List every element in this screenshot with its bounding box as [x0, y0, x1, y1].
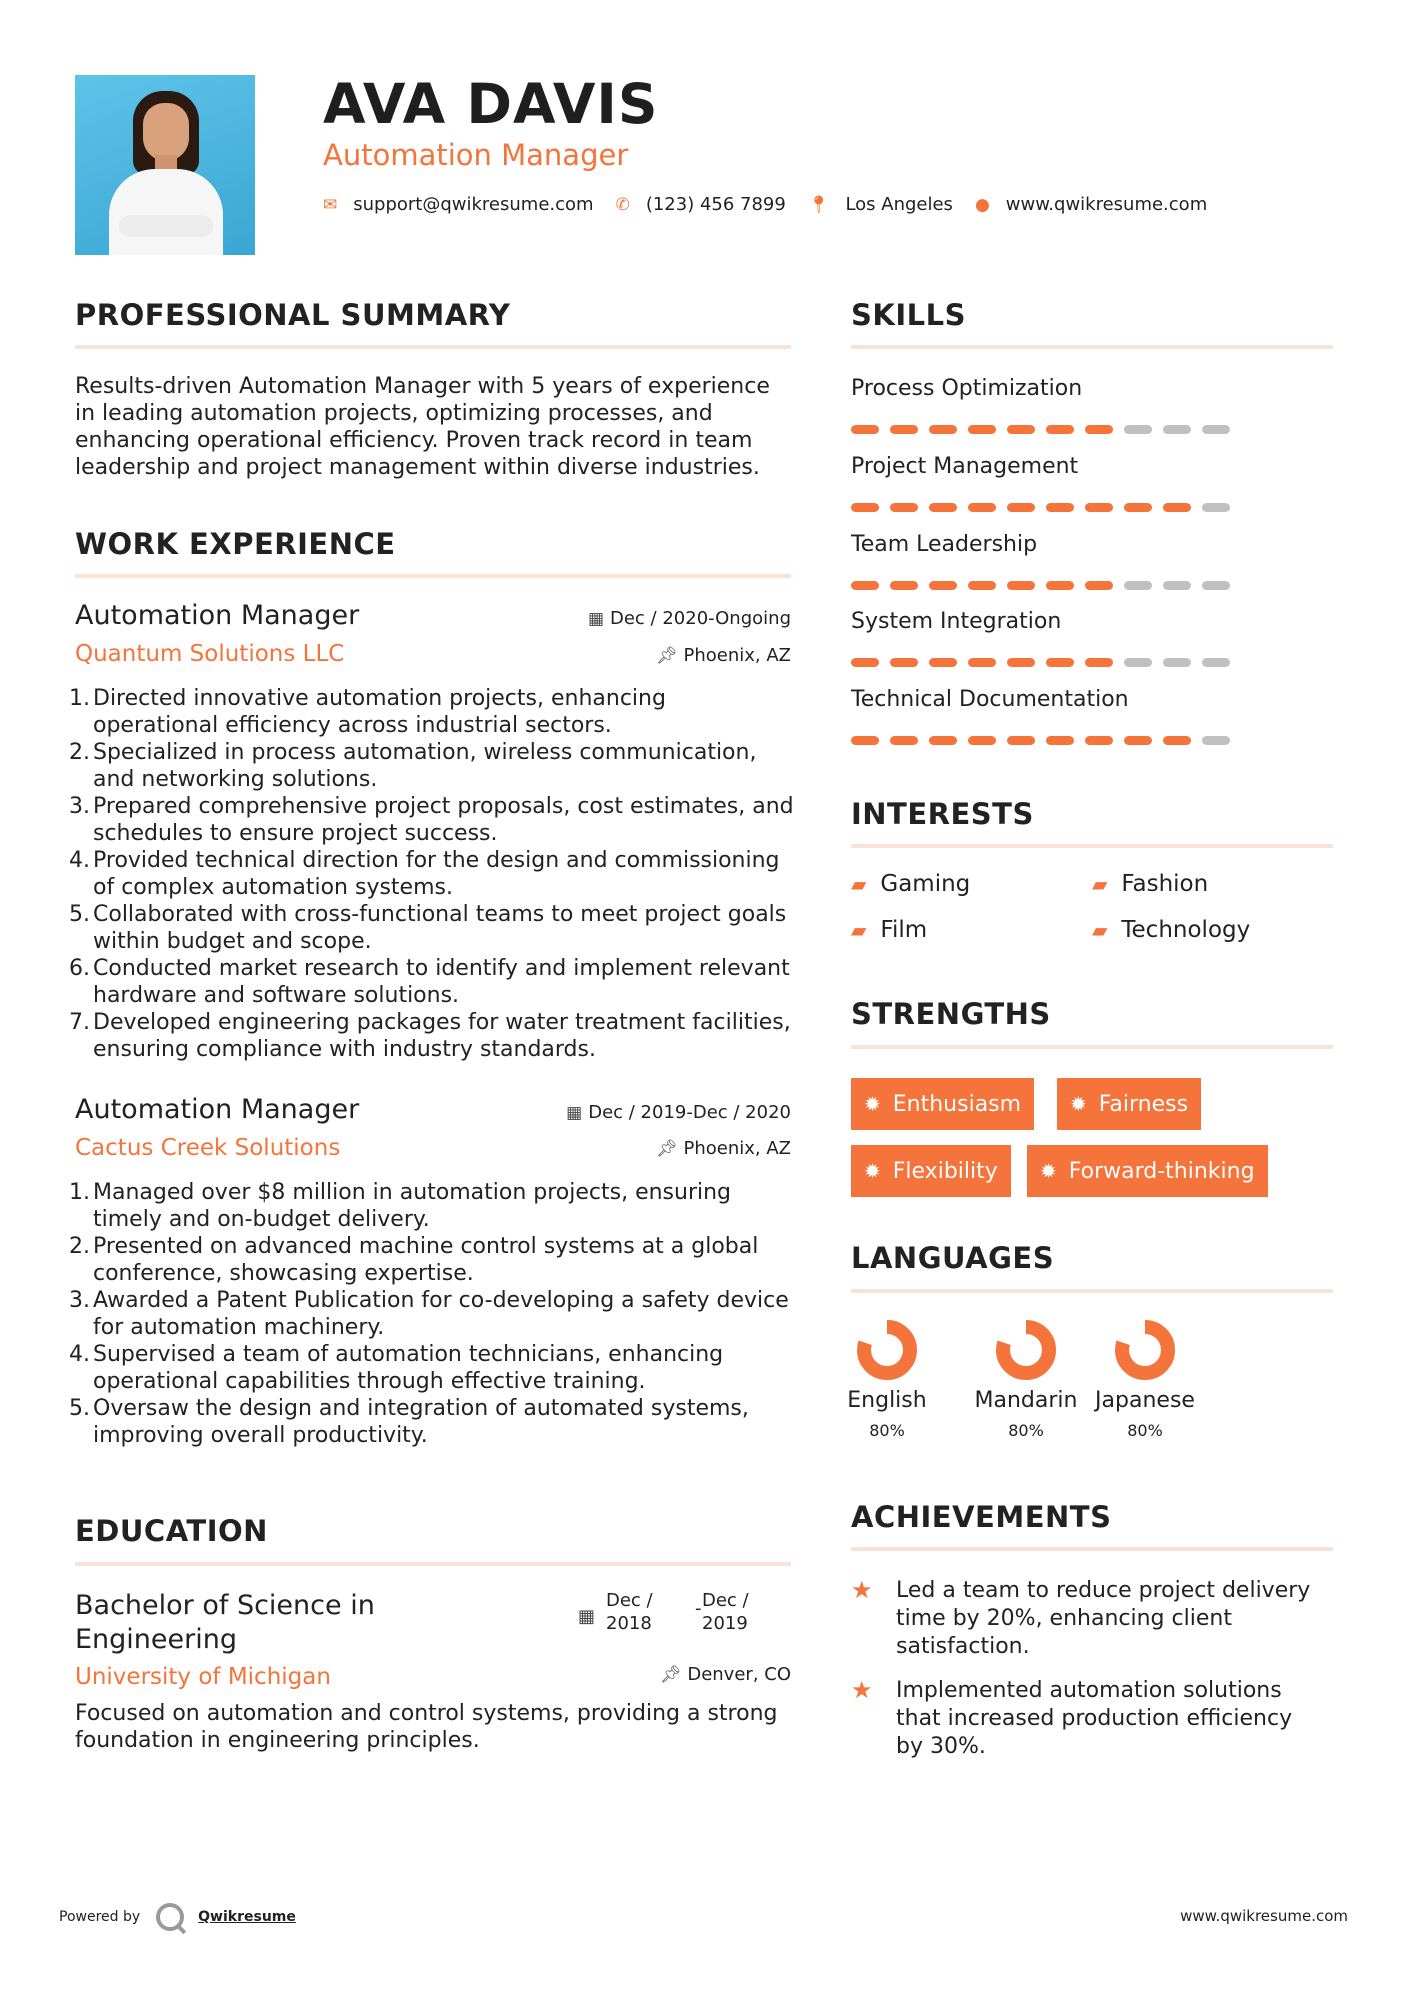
interests-heading: INTERESTS: [851, 797, 1034, 831]
skill-dot-filled: [1007, 581, 1035, 590]
interest-item: ▰ Fashion: [1092, 871, 1209, 897]
skill-dot-empty: [1163, 581, 1191, 590]
language-ring: [994, 1318, 1058, 1382]
skill-dot-filled: [1085, 581, 1113, 590]
skill-dot-filled: [1046, 581, 1074, 590]
language-name: Mandarin: [974, 1388, 1078, 1413]
skill-dot-filled: [929, 581, 957, 590]
skill-dot-filled: [968, 581, 996, 590]
experience-divider: [75, 574, 791, 578]
skill-dot-filled: [890, 581, 918, 590]
job-title: Automation Manager: [75, 600, 360, 631]
languages-divider: [851, 1289, 1333, 1293]
globe-icon: ●: [974, 194, 990, 215]
language-percent: 80%: [869, 1421, 905, 1440]
skill-dot-empty: [1163, 425, 1191, 434]
skill-name: Technical Documentation: [851, 687, 1129, 712]
summary-divider: [75, 345, 791, 349]
interests-divider: [851, 844, 1333, 848]
skill-dot-filled: [1046, 503, 1074, 512]
list-item: 5. Collaborated with cross-functional teams to meet project goals within budget and scope.: [69, 902, 787, 954]
book-icon: ▰: [851, 872, 867, 896]
star-icon: ✹: [864, 1092, 881, 1116]
list-item: 2. Presented on advanced machine control systems at a global conference, showcasing expertise.: [69, 1234, 759, 1286]
skill-name: Team Leadership: [851, 532, 1038, 557]
job-bullets: [69, 685, 795, 1063]
achievement-item: Led a team to reduce project delivery time by 20%, enhancing client satisfaction.: [896, 1578, 1311, 1659]
strength-tag: ✹ Flexibility: [851, 1145, 1011, 1197]
skill-dot-filled: [851, 658, 879, 667]
skill-rating: [851, 581, 1241, 590]
job-location: 📌︎ Phoenix, AZ: [655, 645, 791, 666]
strength-tag: ✹ Fairness: [1057, 1078, 1201, 1130]
interest-item: ▰ Technology: [1092, 917, 1251, 943]
star-icon: ✹: [1070, 1092, 1087, 1116]
skill-dot-filled: [851, 503, 879, 512]
skill-dot-filled: [1007, 736, 1035, 745]
skill-dot-filled: [890, 658, 918, 667]
skill-dot-filled: [1007, 658, 1035, 667]
skill-dot-filled: [929, 658, 957, 667]
list-item: 2. Specialized in process automation, wireless communication, and networking solutions.: [69, 740, 757, 792]
skill-dot-empty: [1202, 658, 1230, 667]
job-location: 📌︎ Phoenix, AZ: [655, 1138, 791, 1159]
pin-icon: 📌︎: [655, 1139, 678, 1159]
qwikresume-link[interactable]: Qwikresume: [198, 1909, 296, 1925]
degree-title: Bachelor of Science in Engineering: [75, 1590, 375, 1655]
skill-dot-empty: [1124, 658, 1152, 667]
experience-heading: WORK EXPERIENCE: [75, 527, 396, 561]
language-name: Japanese: [1095, 1388, 1195, 1413]
skill-dot-filled: [929, 736, 957, 745]
email-icon: ✉: [323, 194, 338, 215]
contact-location: Los Angeles: [845, 194, 953, 215]
strength-tag: ✹ Enthusiasm: [851, 1078, 1034, 1130]
skill-dot-filled: [1046, 658, 1074, 667]
skill-dot-filled: [890, 736, 918, 745]
footer-powered-by: [59, 1903, 296, 1931]
book-icon: ▰: [851, 918, 867, 942]
skill-dot-filled: [851, 736, 879, 745]
skill-dot-filled: [1085, 658, 1113, 667]
education-location: 📌︎ Denver, CO: [659, 1664, 791, 1685]
skill-dot-filled: [1163, 503, 1191, 512]
skill-rating: [851, 503, 1241, 512]
skill-rating: [851, 736, 1241, 745]
skill-dot-empty: [1202, 503, 1230, 512]
job-company: Cactus Creek Solutions: [75, 1135, 341, 1161]
education-description: Focused on automation and control systems, providing a strong foundation in engineering principles.: [75, 1701, 778, 1753]
list-item: 6. Conducted market research to identify and implement relevant hardware and software solutions.: [69, 956, 790, 1008]
skill-dot-filled: [1007, 425, 1035, 434]
skill-dot-filled: [1046, 736, 1074, 745]
contact-phone[interactable]: (123) 456 7899: [645, 194, 786, 215]
language-name: English: [847, 1388, 927, 1413]
language-item: [1090, 1318, 1200, 1440]
summary-heading: PROFESSIONAL SUMMARY: [75, 298, 511, 332]
qwikresume-logo-icon: [156, 1903, 184, 1931]
contact-bar: [323, 194, 1229, 215]
skill-dot-filled: [1085, 503, 1113, 512]
achievements-divider: [851, 1547, 1333, 1551]
achievements-heading: ACHIEVEMENTS: [851, 1500, 1112, 1534]
contact-email[interactable]: support@qwikresume.com: [353, 194, 594, 215]
calendar-icon: ▦: [578, 1606, 596, 1627]
powered-by-label: Powered by: [59, 1909, 141, 1925]
list-item: 3. Awarded a Patent Publication for co-developing a safety device for automation machinery.: [69, 1288, 789, 1340]
language-ring: [1113, 1318, 1177, 1382]
skill-dot-filled: [851, 581, 879, 590]
language-percent: 80%: [1008, 1421, 1044, 1440]
skill-name: System Integration: [851, 609, 1062, 634]
language-percent: 80%: [1127, 1421, 1163, 1440]
job-dates: ▦ Dec / 2019-Dec / 2020: [566, 1102, 791, 1123]
skill-dot-filled: [890, 503, 918, 512]
skill-dot-filled: [968, 503, 996, 512]
skill-dot-filled: [1124, 503, 1152, 512]
profile-photo: [75, 75, 255, 255]
summary-text: Results-driven Automation Manager with 5 years of experience in leading automation projects, optimizing processes, and enhancing operational efficiency. Proven track record in team leadership and project management within diverse industries.: [75, 374, 770, 480]
skill-name: Process Optimization: [851, 376, 1083, 401]
interest-item: ▰ Gaming: [851, 871, 971, 897]
book-icon: ▰: [1092, 918, 1108, 942]
skill-name: Project Management: [851, 454, 1079, 479]
skill-dot-empty: [1202, 425, 1230, 434]
skill-dot-filled: [929, 425, 957, 434]
job-dates: ▦ Dec / 2020-Ongoing: [587, 608, 791, 629]
strengths-heading: STRENGTHS: [851, 997, 1051, 1031]
skill-dot-filled: [929, 503, 957, 512]
calendar-icon: ▦: [587, 609, 604, 629]
list-item: 1. Directed innovative automation projects, enhancing operational efficiency across industrial sectors.: [69, 686, 666, 738]
footer-url[interactable]: www.qwikresume.com: [1180, 1907, 1348, 1925]
list-item: 3. Prepared comprehensive project proposals, cost estimates, and schedules to ensure project success.: [69, 794, 794, 846]
skill-dot-filled: [1163, 736, 1191, 745]
skill-rating: [851, 658, 1241, 667]
school-name: University of Michigan: [75, 1664, 331, 1690]
list-item: 5. Oversaw the design and integration of automated systems, improving overall productivity.: [69, 1396, 749, 1448]
skill-dot-empty: [1124, 425, 1152, 434]
skill-dot-empty: [1202, 736, 1230, 745]
achievement-item: Implemented automation solutions that increased production efficiency by 30%.: [896, 1678, 1293, 1759]
skill-dot-filled: [890, 425, 918, 434]
education-divider: [75, 1562, 791, 1566]
language-item: [832, 1318, 942, 1440]
list-item: 7. Developed engineering packages for water treatment facilities, ensuring compliance with industry standards.: [69, 1010, 791, 1062]
skill-dot-filled: [851, 425, 879, 434]
skill-dot-filled: [1085, 425, 1113, 434]
skill-dot-filled: [1085, 736, 1113, 745]
strength-tag: ✹ Forward-thinking: [1027, 1145, 1268, 1197]
skill-dot-empty: [1163, 658, 1191, 667]
skill-dot-empty: [1202, 581, 1230, 590]
strengths-divider: [851, 1045, 1333, 1049]
skills-divider: [851, 345, 1333, 349]
languages-heading: LANGUAGES: [851, 1241, 1055, 1275]
phone-icon: ✆: [615, 194, 630, 215]
candidate-name: AVA DAVIS: [323, 72, 659, 136]
interest-item: ▰ Film: [851, 917, 928, 943]
calendar-icon: ▦: [566, 1103, 583, 1123]
list-item: 4. Supervised a team of automation technicians, enhancing operational capabilities through effective training.: [69, 1342, 724, 1394]
skill-dot-filled: [1046, 425, 1074, 434]
pin-icon: 📌︎: [659, 1665, 682, 1685]
location-pin-icon: 📍︎: [807, 194, 830, 215]
list-item: 1. Managed over $8 million in automation projects, ensuring timely and on-budget delivery.: [69, 1180, 732, 1232]
skill-dot-filled: [1124, 736, 1152, 745]
education-heading: EDUCATION: [75, 1514, 268, 1548]
star-icon: ✹: [1040, 1159, 1057, 1183]
achievement-star-icon: ★: [851, 1676, 873, 1704]
skill-dot-filled: [968, 658, 996, 667]
language-ring: [855, 1318, 919, 1382]
job-company: Quantum Solutions LLC: [75, 641, 345, 667]
skill-dot-empty: [1124, 581, 1152, 590]
job-bullets: [69, 1179, 795, 1449]
skills-heading: SKILLS: [851, 298, 966, 332]
education-start-date: Dec / 2018: [606, 1590, 653, 1634]
language-item: [971, 1318, 1081, 1440]
achievement-star-icon: ★: [851, 1576, 873, 1604]
skill-dot-filled: [968, 425, 996, 434]
book-icon: ▰: [1092, 872, 1108, 896]
job-title: Automation Manager: [75, 1094, 360, 1125]
skill-dot-filled: [1007, 503, 1035, 512]
skill-rating: [851, 425, 1241, 434]
star-icon: ✹: [864, 1159, 881, 1183]
list-item: 4. Provided technical direction for the design and commissioning of complex automation systems.: [69, 848, 780, 900]
date-separator: -: [695, 1598, 702, 1619]
contact-website[interactable]: www.qwikresume.com: [1005, 194, 1208, 215]
candidate-title: Automation Manager: [323, 138, 629, 172]
education-end-date: Dec / 2019: [702, 1590, 749, 1634]
pin-icon: 📌︎: [655, 646, 678, 666]
skill-dot-filled: [968, 736, 996, 745]
